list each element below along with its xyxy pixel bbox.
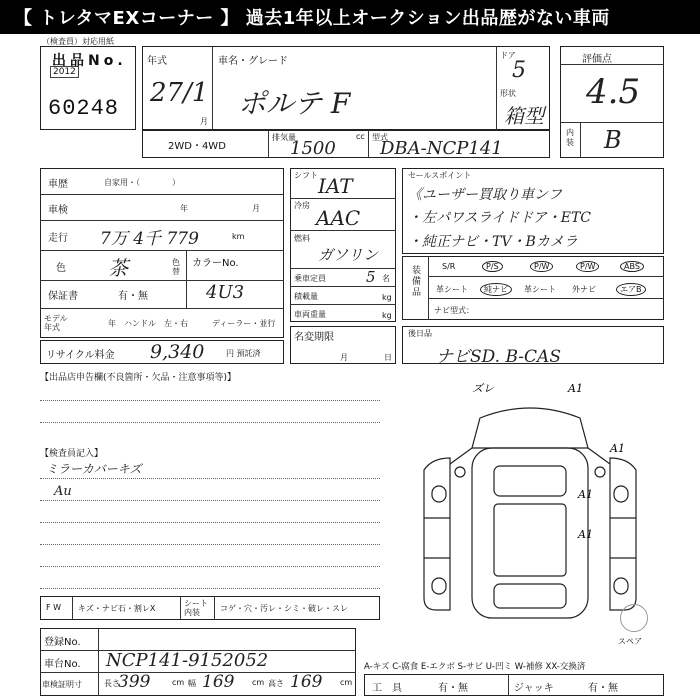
navi-model-label: ナビ型式： (434, 306, 474, 315)
shape-value: 箱型 (504, 104, 544, 128)
inspection-label: 車検 (48, 205, 68, 216)
spare-label: スペア (618, 637, 642, 646)
spare-tire-icon (620, 604, 648, 632)
seat-label: シート内装 (184, 599, 208, 617)
fw-value: キズ・ナビ石・割レX (78, 604, 156, 613)
color-no-value: 4U3 (206, 282, 245, 303)
tools-value: 有・無 (438, 683, 468, 694)
equip-aftermarket-nav: 外ナビ (572, 285, 596, 294)
model-year-label: モデル年式 (44, 314, 68, 332)
cert-label: 車検証明寸 (42, 680, 82, 689)
shape-label: 形状 (500, 89, 516, 98)
recycle-label: リサイクル料金 (46, 350, 115, 361)
inspector-line-2: Au (54, 484, 72, 499)
sales-line-2: ・左パワスライドドア・ETC (408, 210, 592, 226)
weight-label: 車両重量 (294, 310, 326, 319)
dealer-notes-header: 【出品店申告欄(不良箇所・欠品・注意事項等)】 (40, 373, 237, 383)
fw-label: F W (46, 603, 62, 612)
equip-genuine-nav: 純ナビ (480, 283, 512, 296)
history-label: 車歴 (48, 179, 68, 190)
capacity-label: 乗車定員 (294, 274, 326, 283)
sales-line-1: 《ユーザー買取り車ンフ (408, 187, 562, 203)
damage-mark-right-1: A1 (610, 442, 625, 455)
damage-mark-top-left: ズレ (472, 382, 494, 395)
seat-value: コゲ・穴・汚レ・シミ・破レ・スレ (220, 604, 348, 613)
color-value: 茶 (108, 256, 128, 280)
shift-label: シフト (294, 171, 318, 180)
load-label: 積載量 (294, 292, 318, 301)
after-items-label: 後日品 (408, 329, 432, 338)
jack-value: 有・無 (588, 683, 618, 694)
equip-pw2: P/W (576, 261, 599, 272)
score-label: 評価点 (582, 54, 612, 65)
car-damage-diagram (410, 378, 650, 638)
equip-leather1: 革シート (436, 285, 468, 294)
cooler-value: AAC (316, 206, 361, 230)
recycle-value: 9,340 (150, 341, 205, 363)
year-label: 年式 (147, 56, 167, 67)
shift-value: IAT (318, 174, 353, 198)
inspector-line-1: ミラーカバーキズ (46, 462, 142, 476)
drive-label: 2WD・4WD (168, 141, 226, 152)
lot-number: 60248 (48, 96, 120, 121)
doors-value: 5 (512, 58, 526, 83)
model-value: DBA-NCP141 (380, 138, 503, 159)
interior-label: 内装 (566, 128, 574, 147)
history-value: 自家用・（ ） (104, 178, 180, 187)
interior-value: B (604, 126, 622, 154)
cooler-label: 冷房 (294, 201, 310, 210)
model-label: 型式 (372, 133, 388, 142)
year-value: 27/1 (150, 78, 209, 108)
displacement-label: 排気量 (272, 133, 296, 142)
doors-label: ドア (500, 51, 516, 60)
sales-line-3: ・純正ナビ・TV・Bカメラ (408, 234, 578, 250)
lot-label: 出品No. (52, 53, 127, 69)
equip-ps: P/S (482, 261, 503, 272)
color-label: 色 (56, 263, 66, 274)
fuel-value: ガソリン (318, 246, 379, 264)
lot-year-stamp: 2012 (50, 66, 79, 78)
tools-label: 工 具 (372, 683, 402, 694)
sales-points-label: セールスポイント (408, 171, 472, 180)
chassis-value: NCP141-9152052 (106, 650, 269, 671)
chassis-label: 車台No. (44, 659, 81, 670)
equipment-label: 装備品 (412, 266, 422, 298)
color-no-label: カラーNo. (192, 258, 239, 269)
mileage-label: 走行 (48, 233, 68, 244)
score-value: 4.5 (586, 72, 641, 112)
damage-legend: A-キズ C-腐食 E-エクボ S-サビ U-凹ミ W-補修 XX-交換済 (364, 662, 586, 672)
mileage-value: 7万 4千 779 (100, 229, 199, 249)
damage-mark-top-right: A1 (568, 382, 583, 395)
auction-banner: 【 トレタマEXコーナー 】 過去1年以上オークション出品歴がない車両 (0, 0, 700, 34)
name-value: ポルテ F (238, 87, 351, 120)
jack-label: ジャッキ (514, 683, 554, 694)
damage-mark-right-3: A1 (578, 528, 593, 541)
name-label: 車名・グレード (218, 56, 288, 67)
equip-leather2: 革シート (524, 285, 556, 294)
equip-pw1: P/W (530, 261, 553, 272)
warranty-value: 有・無 (118, 291, 148, 302)
warranty-label: 保証書 (48, 291, 78, 302)
equip-abs: ABS (620, 261, 644, 272)
length-value: 399 (118, 672, 151, 692)
width-value: 169 (202, 672, 235, 692)
inspector-notes-header: 【検査員記入】 (40, 449, 104, 459)
height-value: 169 (290, 672, 323, 692)
top-note: （検査員）対応用紙 (42, 37, 114, 46)
registration-label: 登録No. (44, 637, 81, 648)
equip-sr: S/R (442, 262, 456, 271)
fuel-label: 燃料 (294, 234, 310, 243)
equip-airbag: エアB (616, 283, 646, 296)
after-items-value: ナビSD. B-CAS (436, 347, 561, 367)
expiry-label: 名変期限 (294, 332, 334, 343)
damage-mark-right-2: A1 (578, 488, 593, 501)
displacement-value: 1500 (290, 138, 336, 159)
